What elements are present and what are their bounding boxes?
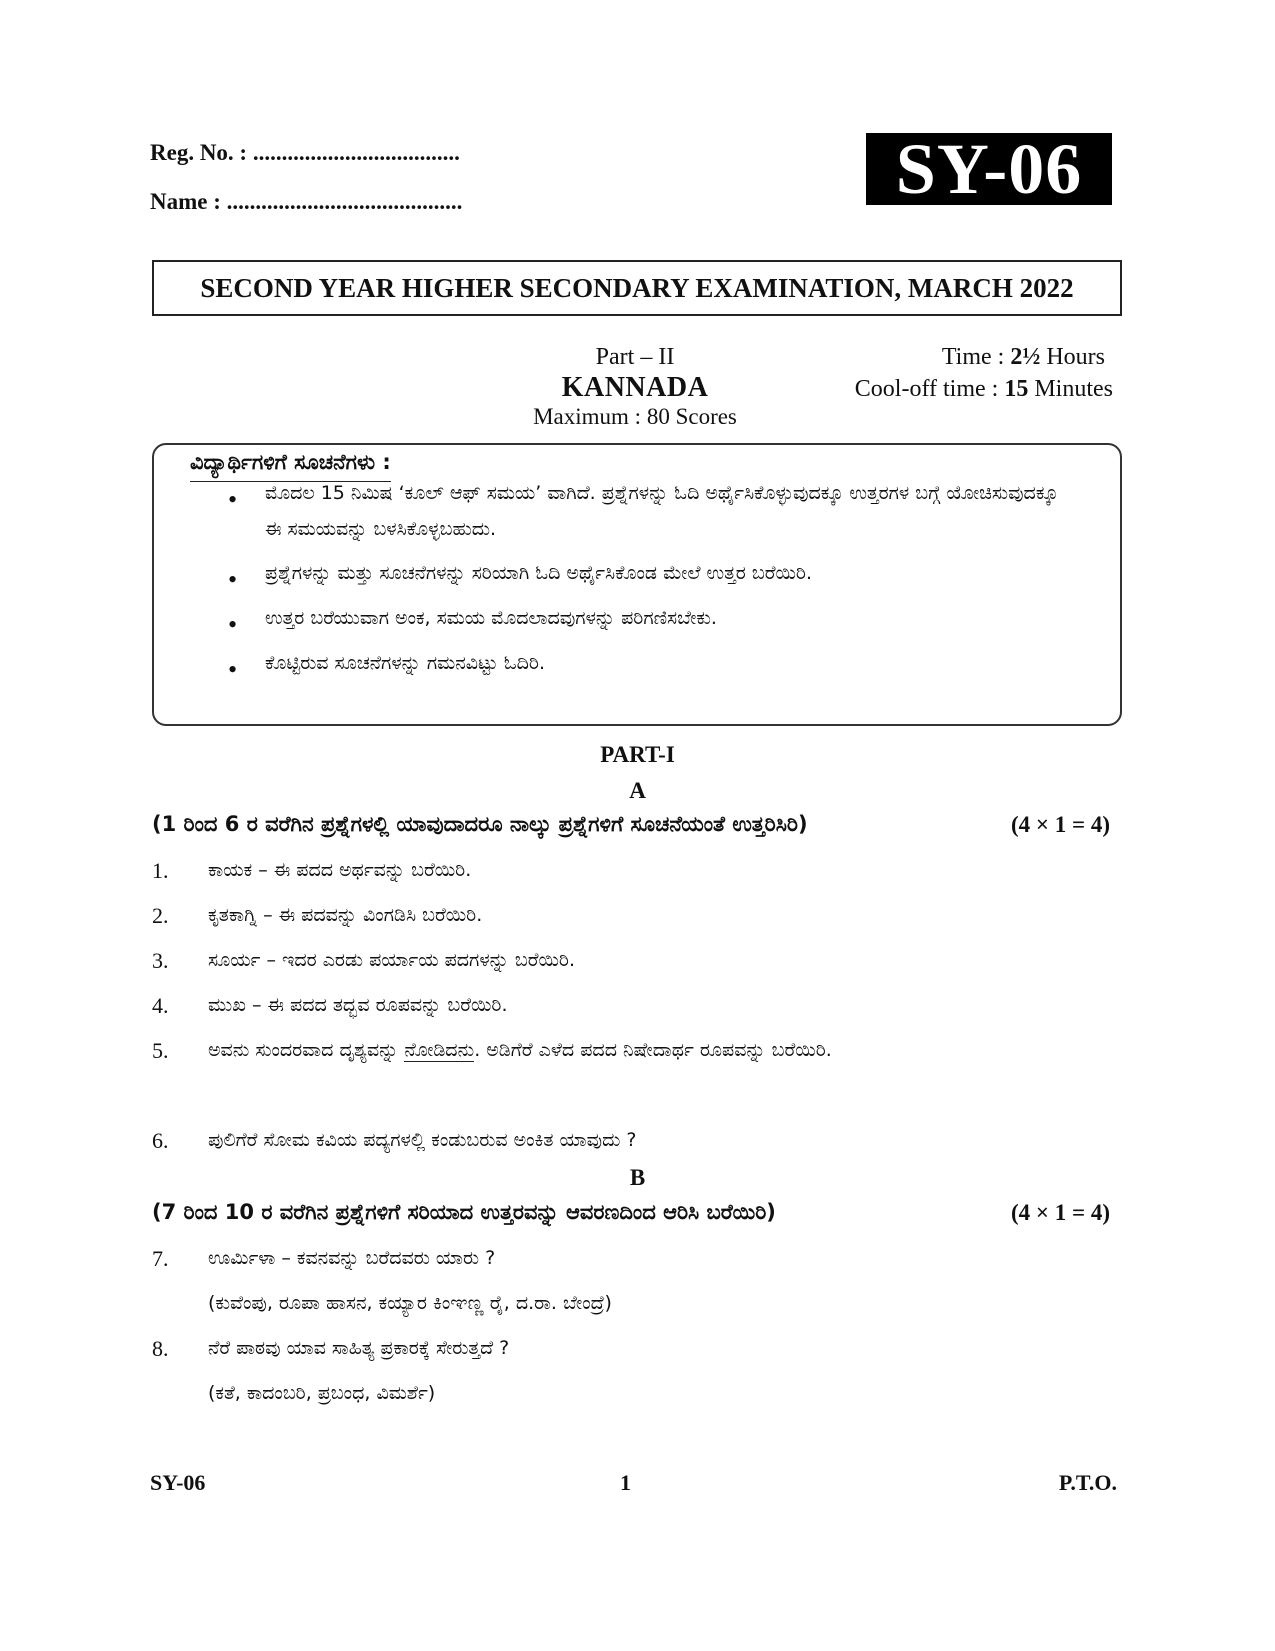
cool-unit: Minutes xyxy=(1028,376,1113,402)
instruction-item: ಮೊದಲ 15 ನಿಮಿಷ ‘ಕೂಲ್ ಆಫ್ ಸಮಯ’ ವಾಗಿದೆ. ಪ್ರಶ್ನೆಗಳನ್ನು ಓದಿ ಅರ್ಥೈಸಿಕೊಳ್ಳುವುದಕ್ಕೂ ಉತ್ತರಗಳ ಬಗ್ಗೆ ಯೋಚಿಸುವುದಕ್ಕೂ ಈ ಸಮಯವನ್ನು ಬಳಸಿಕೊಳ್ಳಬಹುದು. xyxy=(265,482,1059,540)
max-scores: Maximum : 80 Scores xyxy=(533,404,737,429)
exam-title: SECOND YEAR HIGHER SECONDARY EXAMINATION, MARCH 2022 xyxy=(152,260,1122,316)
section-b-score: (4 × 1 = 4) xyxy=(1010,1200,1110,1225)
cool-value: 15 xyxy=(1004,376,1029,402)
question-number: 8. xyxy=(152,1336,169,1361)
cool-off-info xyxy=(855,376,1113,403)
instruction-item: ಉತ್ತರ ಬರೆಯುವಾಗ ಅಂಕ, ಸಮಯ ಮೊದಲಾದವುಗಳನ್ನು ಪರಿಗಣಿಸಬೇಕು. xyxy=(265,607,717,629)
cool-label: Cool-off time : xyxy=(854,376,1005,402)
part-title: PART-I xyxy=(600,742,675,767)
instruction-item: ಪ್ರಶ್ನೆಗಳನ್ನು ಮತ್ತು ಸೂಚನೆಗಳನ್ನು ಸರಿಯಾಗಿ ಓದಿ ಅರ್ಥೈಸಿಕೊಂಡ ಮೇಲೆ ಉತ್ತರ ಬರೆಯಿರಿ. xyxy=(265,562,813,584)
question-text-pre: ಅವನು ಸುಂದರವಾದ ದೃಶ್ಯವನ್ನು xyxy=(208,1039,405,1061)
name-field: Name : ......................................... xyxy=(150,189,463,214)
paper-code-badge: SY-06 xyxy=(866,133,1112,205)
bullet-icon: • xyxy=(228,565,238,594)
section-a-instruction: (1 ರಿಂದ 6 ರ ವರೆಗಿನ ಪ್ರಶ್ನೆಗಳಲ್ಲಿ ಯಾವುದಾದರೂ ನಾಲ್ಕು ಪ್ರಶ್ನೆಗಳಿಗೆ ಸೂಚನೆಯಂತೆ ಉತ್ತರಿಸಿರಿ) xyxy=(152,812,808,836)
pto-label: P.T.O. xyxy=(1058,1470,1117,1495)
instruction-item: ಕೊಟ್ಟಿರುವ ಸೂಚನೆಗಳನ್ನು ಗಮನವಿಟ್ಟು ಓದಿರಿ. xyxy=(265,652,545,674)
footer-code: SY-06 xyxy=(150,1470,206,1495)
question-number: 1. xyxy=(152,858,169,883)
question-number: 4. xyxy=(152,993,169,1018)
question-text-post: . ಅಡಿಗೆರೆ ಎಳೆದ ಪದದ ನಿಷೇದಾರ್ಥ ರೂಪವನ್ನು ಬರೆಯಿರಿ. xyxy=(474,1039,832,1061)
question-number: 5. xyxy=(152,1038,169,1063)
time-label: Time : xyxy=(941,344,1011,370)
time-value: 2½ xyxy=(1010,344,1041,370)
question-text: ಕೃತಕಾಗ್ನಿ – ಈ ಪದವನ್ನು ವಿಂಗಡಿಸಿ ಬರೆಯಿರಿ. xyxy=(208,904,483,926)
bullet-icon: • xyxy=(228,610,238,639)
question-text: ಕಾಯಕ – ಈ ಪದದ ಅರ್ಥವನ್ನು ಬರೆಯಿರಿ. xyxy=(208,859,472,881)
question-text xyxy=(208,1030,1088,1070)
underlined-word: ನೋಡಿದನು xyxy=(404,1039,475,1061)
question-text: ಸೂರ್ಯ – ಇದರ ಎರಡು ಪರ್ಯಾಯ ಪದಗಳನ್ನು ಬರೆಯಿರಿ. xyxy=(208,949,576,971)
question-number: 3. xyxy=(152,948,169,973)
question-text: ಮುಖ – ಈ ಪದದ ತದ್ಭವ ರೂಪವನ್ನು ಬರೆಯಿರಿ. xyxy=(208,994,508,1016)
page-number: 1 xyxy=(620,1470,631,1495)
subject-title: KANNADA xyxy=(561,372,709,403)
question-options: (ಕತೆ, ಕಾದಂಬರಿ, ಪ್ರಬಂಧ, ವಿಮರ್ಶೆ) xyxy=(208,1382,436,1404)
question-text: ನೆರೆ ಪಾಠವು ಯಾವ ಸಾಹಿತ್ಯ ಪ್ರಕಾರಕ್ಕೆ ಸೇರುತ್ತದೆ ? xyxy=(208,1337,510,1359)
question-number: 2. xyxy=(152,903,169,928)
instructions-title: ವಿದ್ಯಾರ್ಥಿಗಳಿಗೆ ಸೂಚನೆಗಳು : xyxy=(190,450,391,482)
bullet-icon: • xyxy=(228,485,238,514)
reg-no-field: Reg. No. : .................................... xyxy=(150,140,460,165)
time-info xyxy=(942,344,1105,371)
section-a-score: (4 × 1 = 4) xyxy=(1010,812,1110,837)
section-b-instruction: (7 ರಿಂದ 10 ರ ವರೆಗಿನ ಪ್ರಶ್ನೆಗಳಿಗೆ ಸರಿಯಾದ ಉತ್ತರವನ್ನು ಆವರಣದಿಂದ ಆರಿಸಿ ಬರೆಯಿರಿ) xyxy=(152,1200,776,1224)
question-number: 7. xyxy=(152,1246,169,1271)
section-b-letter: B xyxy=(629,1165,646,1190)
question-text: ಊರ್ಮಿಳಾ – ಕವನವನ್ನು ಬರೆದವರು ಯಾರು ? xyxy=(208,1247,496,1269)
section-a-letter: A xyxy=(629,778,646,803)
bullet-icon: • xyxy=(228,655,238,684)
question-text: ಪುಲಿಗೆರೆ ಸೋಮ ಕವಿಯ ಪದ್ಯಗಳಲ್ಲಿ ಕಂಡುಬರುವ ಅಂಕಿತ ಯಾವುದು ? xyxy=(208,1129,637,1151)
question-options: (ಕುವೆಂಪು, ರೂಪಾ ಹಾಸನ, ಕಯ್ಯಾರ ಕಿಂಞಣ್ಣ ರೈ, ದ.ರಾ. ಬೇಂದ್ರೆ) xyxy=(208,1292,612,1314)
question-number: 6. xyxy=(152,1128,169,1153)
part-label: Part – II xyxy=(595,344,675,370)
time-unit: Hours xyxy=(1040,344,1105,370)
